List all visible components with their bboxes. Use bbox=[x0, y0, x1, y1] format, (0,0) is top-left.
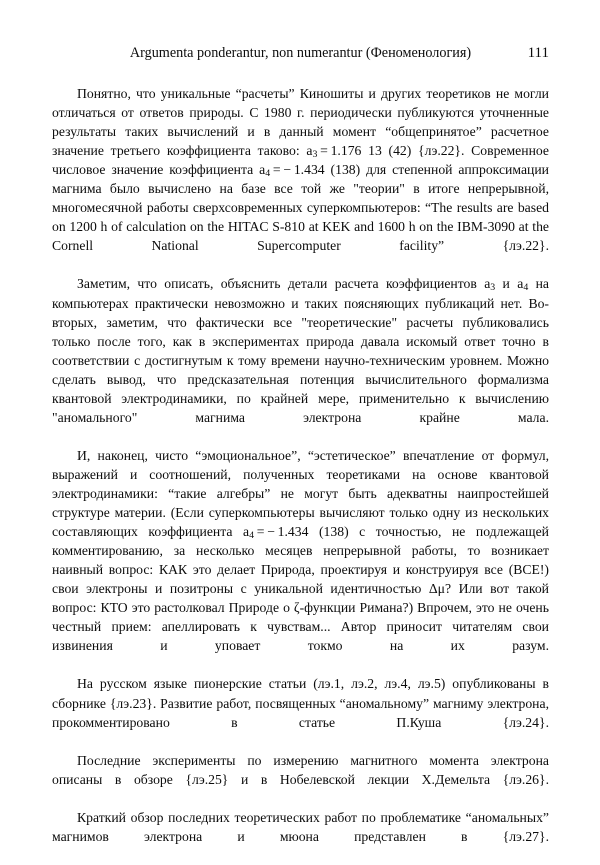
paragraph-4: На русском языке пионерские статьи (лэ.1, лэ.2, лэ.4, лэ.5) опубликованы в сборнике {лэ.23}. Развитие работ, посвященных “аномальному” магниму электрона, прокомментировано в статье П.Куша {лэ.24}. bbox=[52, 676, 549, 730]
paragraph-2: Заметим, что описать, объяснить детали расчета коэффициентов $a_3$ и $a_4$ на компьютерах практически невозможно и таких поясняющих публикаций нет. Во-вторых, заметим, что фактически все "теоретические" расчеты публиковались только после того, как в экспериментах природа давала искомый ответ точно в соответствии с достигнутым к тому времени научно-техническим уровнем. Можно сделать вывод, что предсказательная потенция вычислительного формализма квантовой электродинамики, по крайней мере, применительно к вычислению "аномального" магнима электрона крайне мала. bbox=[52, 276, 549, 425]
paragraph-3: И, наконец, чисто “эмоциональное”, “эстетическое” впечатление от формул, выражений и соотношений, полученных теоретиками на основе квантовой электродинамики: “такие алгебры” не могут быть адекватны наипростейшей структуре материи. (Если суперкомпьютеры вычисляют только одну из нескольких составляющих коэффициента $a_4$ = − 1.434 (138) с точностью, не подлежащей комментированию, за несколько месяцев непрерывной работы, то возникает наивный вопрос: КАК это делает Природа, проектируя и конструируя все (ВСЕ!) свои электроны и позитроны с уникальной идентичностью Δμ? Или вот такой вопрос: КТО это растолковал Природе о ζ-функции Римана?) Впрочем, это не очень честный прием: апеллировать к чувствам... Автор приносит читателям свои извинения и уповает токмо на их разум. bbox=[52, 447, 549, 654]
page-number: 111 bbox=[527, 45, 549, 61]
paragraph-6: Краткий обзор последних теоретических работ по проблематике “аномальных” магнимов электрона и мюона представлен в {лэ.27}. bbox=[52, 809, 549, 844]
running-header bbox=[52, 44, 549, 64]
running-header-title: Argumenta ponderantur, non numerantur (Феноменология) bbox=[129, 45, 472, 61]
body-text-column bbox=[52, 84, 549, 865]
paragraph-1: Понятно, что уникальные “расчеты” Киношиты и других теоретиков не могли отличаться от ответов природы. С 1980 г. периодически публикуются уточненные результаты таких вычислений и в данный момент “общепринятое” расчетное значение третьего коэффициента таково: $a_3 = 1.176$ 13 (42) {лэ.22}. Современное числовое значение коэффициента $a_4$ = − 1.434 (138) для степенной аппроксимации магнима было вычислено на базе все той же "теории" в итоге непрерывной, многомесячной работы сверхсовременных суперкомпьютеров: “The results are based on 1200 h of calculation on the HITAC S-810 at KEK and 1600 h on the IBM-3090 at the Cornell National Supercomputer facility” {лэ.22}. bbox=[52, 86, 549, 254]
paragraph-5: Последние эксперименты по измерению магнитного момента электрона описаны в обзоре {лэ.25} и в Нобелевской лекции Х.Демельта {лэ.26}. bbox=[52, 752, 549, 787]
